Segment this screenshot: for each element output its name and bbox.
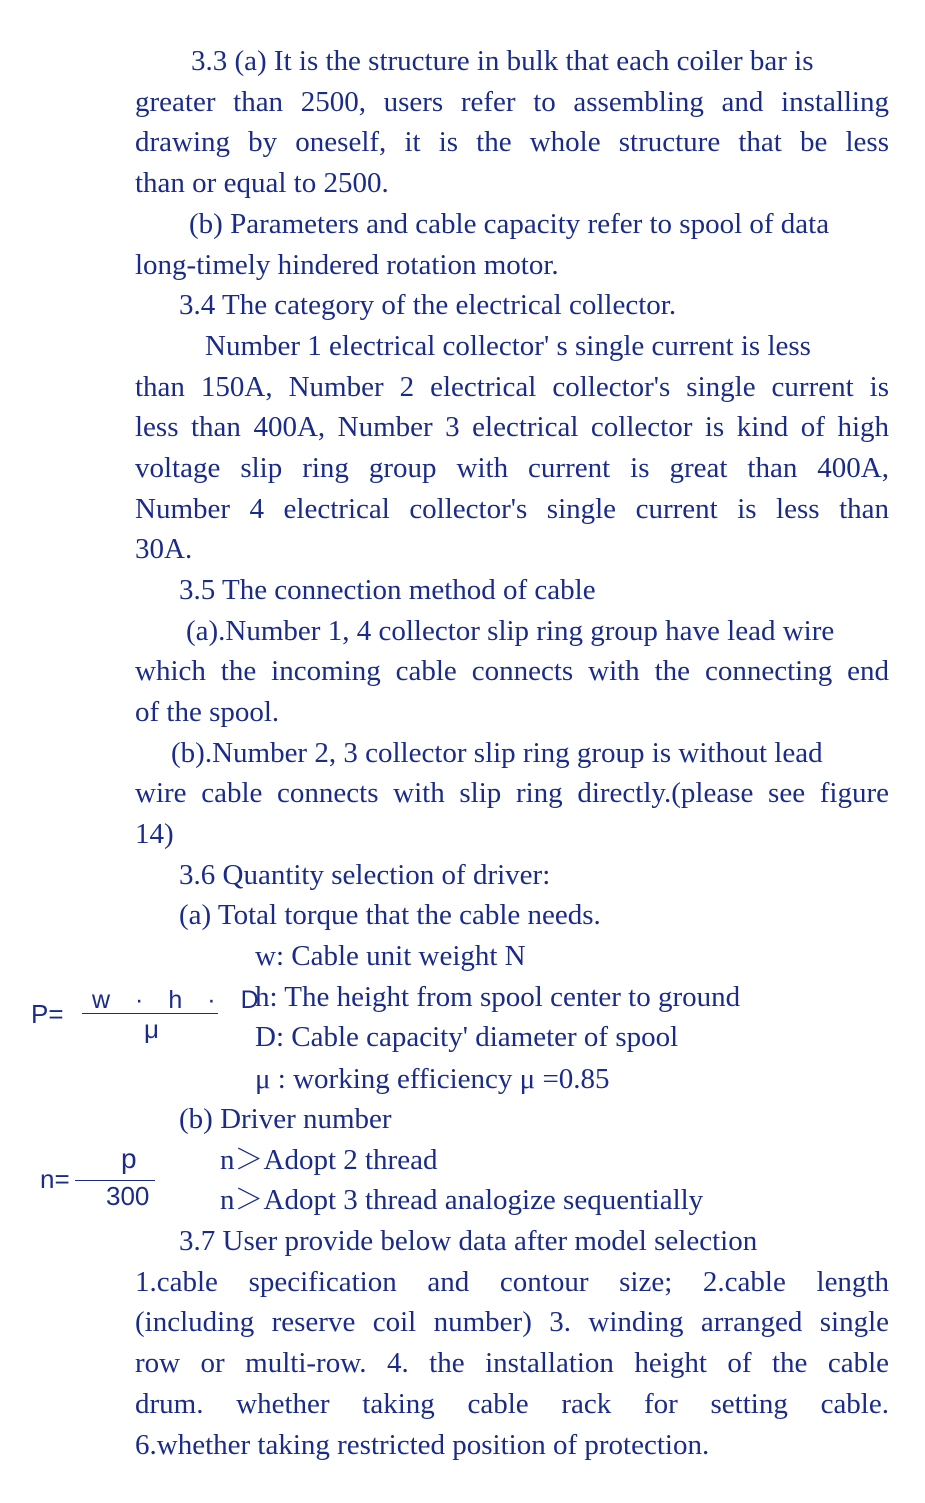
s35-a-line-3: of the spool. — [135, 696, 280, 728]
s34-line-4: voltage slip ring group with current is great than 400A, — [135, 452, 889, 484]
formula-n-lhs: n= — [40, 1164, 70, 1194]
s35-b-line-2: wire cable connects with slip ring directly.(please see figure — [135, 777, 889, 809]
s34-line-3: less than 400A, Number 3 electrical collector is kind of high — [135, 411, 889, 443]
s34-line-5: Number 4 electrical collector's single current is less than — [135, 493, 889, 525]
def-mu: μ : working efficiency μ =0.85 — [255, 1063, 610, 1095]
s34-line-2: than 150A, Number 2 electrical collector's single current is — [135, 371, 889, 403]
s33-a-line-1: 3.3 (a) It is the structure in bulk that each coiler bar is — [191, 45, 814, 77]
formula-p-numerator: w · h · D — [92, 986, 259, 1014]
s35-a-line-1: (a).Number 1, 4 collector slip ring group have lead wire — [186, 615, 835, 647]
s34-line-1: Number 1 electrical collector' s single current is less — [205, 330, 811, 362]
s35-b-line-3: 14) — [135, 818, 174, 850]
formula-n-numerator: p — [121, 1143, 137, 1174]
s33-a-line-2: greater than 2500, users refer to assembling and installing — [135, 86, 889, 118]
s36-a: (a) Total torque that the cable needs. — [179, 899, 601, 931]
def-w: w: Cable unit weight N — [255, 940, 526, 972]
s33-a-line-3: drawing by oneself, it is the whole structure that be less — [135, 126, 889, 158]
s33-b-line-1: (b) Parameters and cable capacity refer to spool of data — [189, 208, 830, 240]
s34-title: 3.4 The category of the electrical collector. — [179, 289, 677, 321]
def-h: h: The height from spool center to ground — [255, 981, 741, 1013]
formula-p-lhs: P= — [31, 999, 64, 1029]
s37-line-4: drum. whether taking cable rack for setting cable. — [135, 1388, 889, 1420]
rule-1: n＞Adopt 2 thread — [220, 1144, 438, 1176]
def-d: D: Cable capacity' diameter of spool — [255, 1021, 679, 1053]
s33-a-line-4: than or equal to 2500. — [135, 167, 389, 199]
rule-2: n＞Adopt 3 thread analogize sequentially — [220, 1184, 704, 1216]
s36-b: (b) Driver number — [179, 1103, 392, 1135]
s37-title: 3.7 User provide below data after model selection — [179, 1225, 758, 1257]
s36-title: 3.6 Quantity selection of driver: — [179, 859, 551, 891]
formula-p-denominator: μ — [144, 1014, 159, 1044]
s37-line-1: 1.cable specification and contour size; 2.cable length — [135, 1266, 889, 1298]
formula-n-denominator: 300 — [106, 1181, 150, 1211]
s35-b-line-1: (b).Number 2, 3 collector slip ring group is without lead — [171, 737, 823, 769]
s35-a-line-2: which the incoming cable connects with the connecting end — [135, 655, 889, 687]
s33-b-line-2: long-timely hindered rotation motor. — [135, 249, 559, 281]
s37-line-3: row or multi-row. 4. the installation height of the cable — [135, 1347, 889, 1379]
s37-line-5: 6.whether taking restricted position of protection. — [135, 1429, 710, 1461]
s37-line-2: (including reserve coil number) 3. winding arranged single — [135, 1306, 889, 1338]
s34-line-6: 30A. — [135, 533, 193, 565]
s35-title: 3.5 The connection method of cable — [179, 574, 596, 606]
